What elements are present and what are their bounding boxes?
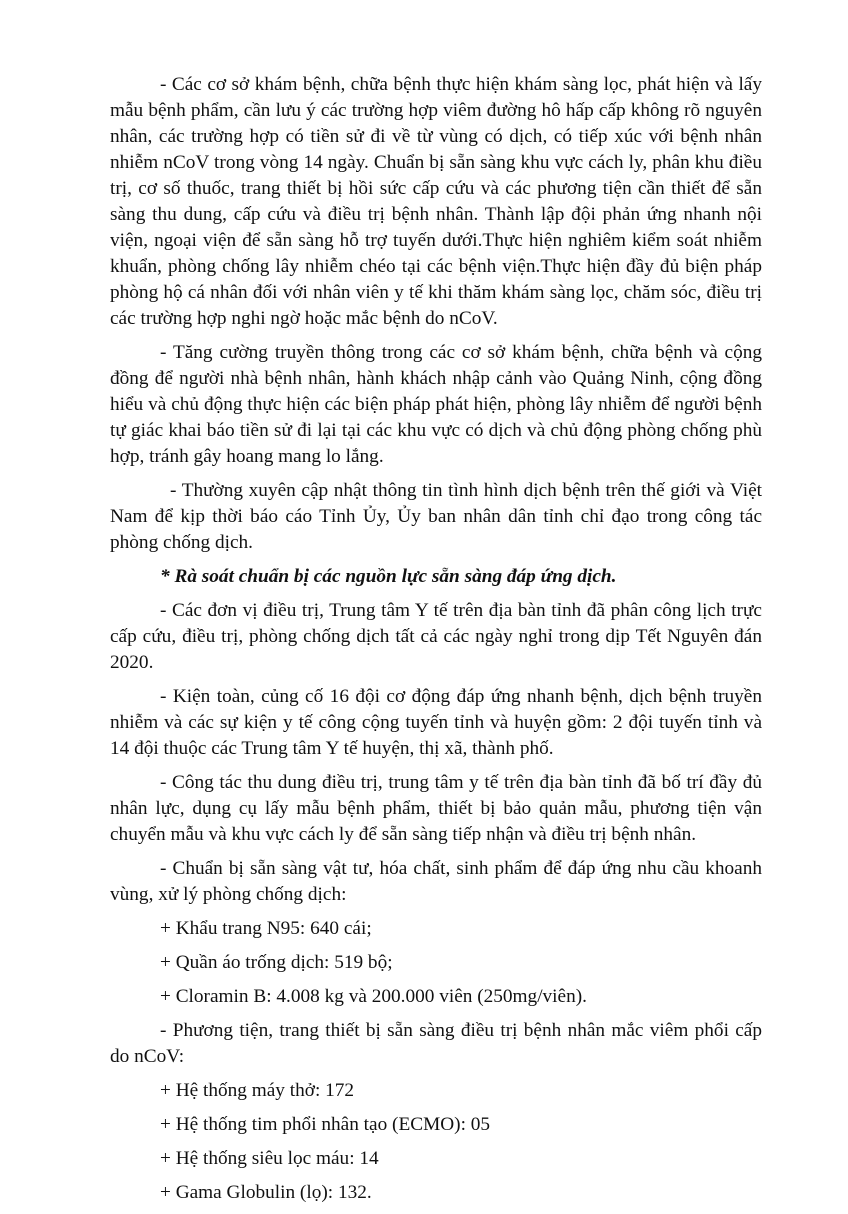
paragraph-updates: - Thường xuyên cập nhật thông tin tình hình dịch bệnh trên thế giới và Việt Nam để kịp thời báo cáo Tỉnh Ủy, Ủy ban nhân dân tỉnh chỉ đạo trong công tác phòng chống dịch.	[110, 480, 762, 553]
paragraph-duty-schedule: - Các đơn vị điều trị, Trung tâm Y tế trên địa bàn tỉnh đã phân công lịch trực cấp cứu, điều trị, phòng chống dịch tất cả các ngày nghỉ trong dịp Tết Nguyên đán 2020.	[110, 600, 762, 673]
supply-item: + Khẩu trang N95: 640 cái;	[160, 918, 372, 939]
equipment-item: + Hệ thống siêu lọc máu: 14	[160, 1148, 379, 1169]
paragraph-supplies-intro: - Chuẩn bị sẵn sàng vật tư, hóa chất, sinh phẩm để đáp ứng nhu cầu khoanh vùng, xử lý phòng chống dịch:	[110, 858, 762, 905]
section-heading: * Rà soát chuẩn bị các nguồn lực sẵn sàng đáp ứng dịch.	[160, 566, 617, 587]
document-page	[110, 72, 762, 1214]
paragraph-communication: - Tăng cường truyền thông trong các cơ sở khám bệnh, chữa bệnh và cộng đồng để người nhà bệnh nhân, hành khách nhập cảnh vào Quảng Ninh, cộng đồng hiểu và chủ động thực hiện các biện pháp phát hiện, phòng lây nhiễm để người bệnh tự giác khai báo tiền sử đi lại tại các khu vực có dịch và chủ động phòng chống phù hợp, tránh gây hoang mang lo lắng.	[110, 342, 762, 467]
paragraph-treatment-capacity: - Công tác thu dung điều trị, trung tâm y tế trên địa bàn tỉnh đã bố trí đầy đủ nhân lực, dụng cụ lấy mẫu bệnh phẩm, thiết bị bảo quản mẫu, phương tiện vận chuyển mẫu và khu vực cách ly để sẵn sàng tiếp nhận và điều trị bệnh nhân.	[110, 772, 762, 845]
equipment-item: + Hệ thống tim phổi nhân tạo (ECMO): 05	[160, 1114, 491, 1135]
paragraph-screening: - Các cơ sở khám bệnh, chữa bệnh thực hiện khám sàng lọc, phát hiện và lấy mẫu bệnh phẩm, cần lưu ý các trường hợp viêm đường hô hấp cấp không rõ nguyên nhân, các trường hợp có tiền sử đi về từ vùng có dịch, có tiếp xúc với bệnh nhân nhiễm nCoV trong vòng 14 ngày. Chuẩn bị sẵn sàng khu vực cách ly, phân khu điều trị, cơ số thuốc, trang thiết bị hồi sức cấp cứu và các phương tiện cần thiết để sẵn sàng thu dung, cấp cứu và điều trị bệnh nhân. Thành lập đội phản ứng nhanh nội viện, ngoại viện để sẵn sàng hỗ trợ tuyến dưới.Thực hiện nghiêm kiểm soát nhiễm khuẩn, phòng chống lây nhiễm chéo tại các bệnh viện.Thực hiện đầy đủ biện pháp phòng hộ cá nhân đối với nhân viên y tế khi thăm khám sàng lọc, chăm sóc, điều trị các trường hợp nghi ngờ hoặc mắc bệnh do nCoV.	[110, 74, 762, 329]
supply-item: + Cloramin B: 4.008 kg và 200.000 viên (250mg/viên).	[160, 986, 587, 1007]
paragraph-response-teams: - Kiện toàn, củng cố 16 đội cơ động đáp ứng nhanh bệnh, dịch bệnh truyền nhiễm và các sự kiện y tế công cộng tuyến tỉnh và huyện gồm: 2 đội tuyến tỉnh và 14 đội thuộc các Trung tâm Y tế huyện, thị xã, thành phố.	[110, 686, 762, 759]
equipment-item: + Hệ thống máy thở: 172	[160, 1080, 355, 1101]
equipment-item: + Gama Globulin (lọ): 132.	[160, 1182, 372, 1203]
supply-item: + Quần áo trống dịch: 519 bộ;	[160, 952, 393, 973]
paragraph-equipment-intro: - Phương tiện, trang thiết bị sẵn sàng điều trị bệnh nhân mắc viêm phổi cấp do nCoV:	[110, 1020, 762, 1067]
